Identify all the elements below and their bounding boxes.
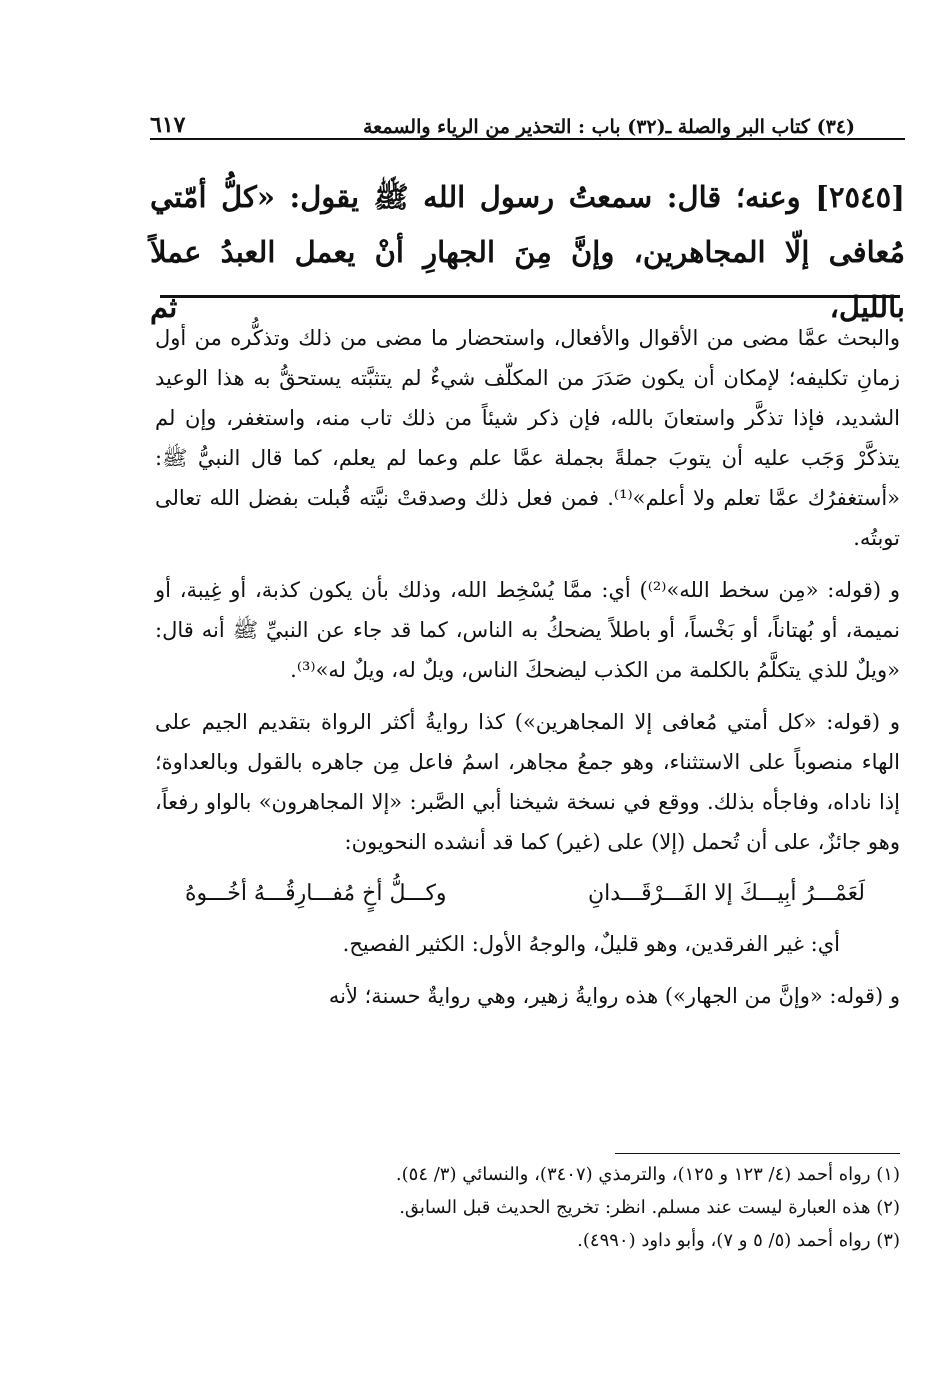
poetry-verse (155, 874, 900, 914)
running-title: (٣٤) كتاب البر والصلة ـ(٣٢) باب : التحذير من الرياء والسمعة (363, 116, 855, 138)
hadith-text (150, 170, 905, 335)
page-header (150, 98, 855, 138)
commentary-paragraph-2: و (قوله: «مِن سخط الله»⁽²⁾) أي: ممَّا يُسْخِط الله، وذلك بأن يكون كذبة، أو غِيبة، أو نميمة، أو بُهتاناً، أو بَخْساً، أو باطلاً يضحكُ به الناس، كما قد جاء عن النبيِّ ﷺ أنه قال: «ويلٌ للذي يتكلَّمُ بالكلمة من الكذب ليضحكَ الناس، ويلٌ له، ويلٌ له»⁽³⁾. (155, 578, 900, 682)
header-divider (150, 138, 905, 140)
verse-first-hemistich: وكـــلُّ أخٍ مُفـــارِقُـــهُ أخُـــوهُ (185, 881, 447, 906)
footnote-divider (615, 1153, 900, 1154)
footnote-2: (٢) هذه العبارة ليست عند مسلم. انظر: تخريج الحديث قبل السابق. (399, 1197, 900, 1218)
verse-second-hemistich: لَعَمْـــرُ أبِيـــكَ إلا الفَـــرْقَـــدانِ (588, 881, 865, 906)
footnote-3: (٣) رواه أحمد (٥/ ٥ و ٧)، وأبو داود (٤٩٩٠). (577, 1230, 900, 1251)
hadith-line-2: مُعافى إلّا المجاهرين، وإنَّ مِنَ الجهارِ أنْ يعمل العبدُ عملاً بالليل، ثم (150, 235, 905, 324)
hadith-line-1: [٢٥٤٥] وعنه؛ قال: سمعتُ رسول الله ﷺ يقول: «كلُّ أمّتي (150, 180, 905, 214)
section-divider (160, 295, 900, 298)
commentary-paragraph-1: والبحث عمَّا مضى من الأقوال والأفعال، واستحضار ما مضى من ذلك وتذكُّره من أول زمانِ تكليفه؛ لإمكان أن يكون صَدَرَ من المكلّف شيءٌ لم يتثبَّته يستحقُّ به هذا الوعيد الشديد، فإذا تذكَّر واستعانَ بالله، فإن ذكر شيئاً من ذلك تاب منه، واستغفر، وإن لم يتذكَّرْ وَجَب عليه أن يتوبَ جملةً بجملة عمَّا علم وعما لم يعلم، كما قال النبيُّ ﷺ: «أستغفرُك عمَّا تعلم ولا أعلم»⁽¹⁾. فمن فعل ذلك وصدقتْ نيَّته قُبلت بفضل الله تعالى توبتُه. (155, 326, 901, 550)
footnotes (155, 1158, 900, 1257)
page-number: ٦١٧ (150, 112, 186, 138)
verse-explanation: أي: غير الفرقدين، وهو قليلٌ، والوجهُ الأول: الكثير الفصيح. (342, 932, 840, 956)
commentary-body (155, 318, 900, 1028)
footnote-1: (١) رواه أحمد (٤/ ١٢٣ و ١٢٥)، والترمذي (٣٤٠٧)، والنسائي (٣/ ٥٤). (395, 1164, 900, 1185)
commentary-paragraph-3: و (قوله: «كل أمتي مُعافى إلا المجاهرين») كذا روايةُ أكثر الرواة بتقديم الجيم على الهاء منصوباً على الاستثناء، وهو جمعُ مجاهر، اسمُ فاعل مِن جاهره بالقول وبالعداوة؛ إذا ناداه، وفاجأه بذلك. ووقع في نسخة شيخنا أبي الصَّبر: «إلا المجاهرون» بالواو رفعاً، وهو جائزٌ، على أن تُحمل (إلا) على (غير) كما قد أنشده النحويون: (155, 710, 900, 854)
commentary-paragraph-4: و (قوله: «وإنَّ من الجهار») هذه روايةُ زهير، وهي روايةٌ حسنة؛ لأنه (328, 984, 900, 1008)
